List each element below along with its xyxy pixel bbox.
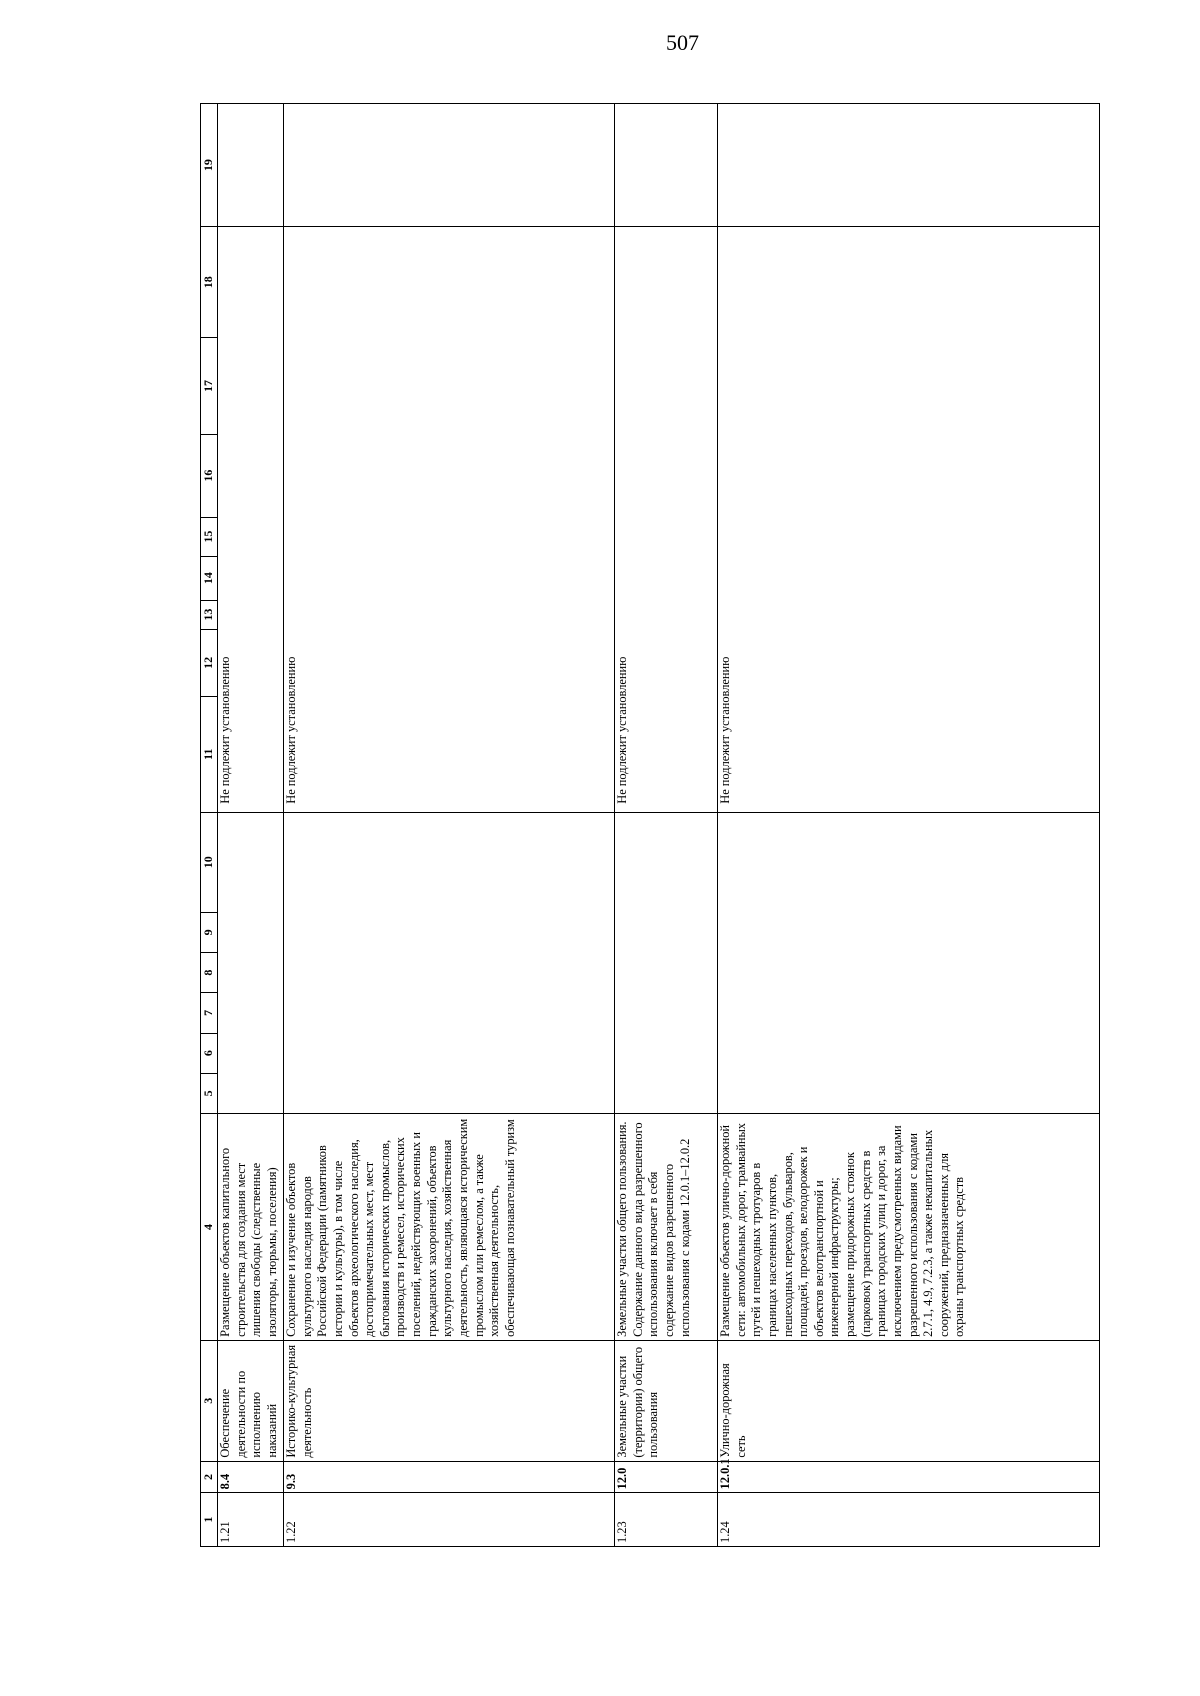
row-name: Земельные участки (территории) общего пользования bbox=[615, 1340, 718, 1461]
header-cell: 14 bbox=[201, 556, 218, 600]
row-blank bbox=[615, 812, 718, 1113]
table-row bbox=[218, 104, 284, 1547]
header-cell: 2 bbox=[201, 1461, 218, 1493]
header-cell: 6 bbox=[201, 1033, 218, 1073]
header-cell: 7 bbox=[201, 993, 218, 1033]
header-cell: 11 bbox=[201, 696, 218, 812]
row-code: 12.0.1 bbox=[718, 1461, 1100, 1493]
header-cell: 10 bbox=[201, 812, 218, 912]
header-cell: 1 bbox=[201, 1493, 218, 1547]
row-blank bbox=[218, 812, 284, 1113]
header-cell: 9 bbox=[201, 912, 218, 952]
header-cell: 15 bbox=[201, 517, 218, 556]
header-cell: 18 bbox=[201, 227, 218, 338]
row-blank bbox=[615, 104, 718, 227]
row-description: Земельные участки общего пользования. Содержание данного вида разрешенного использования включает в себя содержание видов разрешенного использования с кодами 12.0.1–12.0.2 bbox=[615, 1114, 718, 1341]
header-cell: 12 bbox=[201, 629, 218, 696]
header-cell: 3 bbox=[201, 1340, 218, 1461]
row-number: 1.22 bbox=[284, 1493, 615, 1547]
row-blank bbox=[718, 104, 1100, 227]
row-description: Размещение объектов капитального строительства для создания мест лишения свободы (следственные изоляторы, тюрьмы, поселения) bbox=[218, 1114, 284, 1341]
row-description: Размещение объектов улично-дорожной сети: автомобильных дорог, трамвайных путей и пешеходных тротуаров в границах населенных пунктов, пешеходных переходов, бульваров, площадей, проездов, велодорожек и объектов велотранспортной и инженерной инфраструктуры; размещение придорожных стоянок (парковок) транспортных средств в границах городских улиц и дорог, за исключением предусмотренных видами разрешенного использования с кодами 2.7.1, 4.9, 7.2.3, а также некапитальных сооружений, предназначенных для охраны транспортных средств bbox=[718, 1114, 1100, 1341]
row-blank bbox=[718, 812, 1100, 1113]
header-cell: 13 bbox=[201, 600, 218, 629]
row-name: Улично-дорожная сеть bbox=[718, 1340, 1100, 1461]
header-cell: 19 bbox=[201, 104, 218, 227]
row-note: Не подлежит установлению bbox=[218, 227, 284, 812]
table-row bbox=[284, 104, 615, 1547]
table-row bbox=[615, 104, 718, 1547]
row-note: Не подлежит установлению bbox=[718, 227, 1100, 812]
row-blank bbox=[284, 104, 615, 227]
row-number: 1.21 bbox=[218, 1493, 284, 1547]
row-number: 1.24 bbox=[718, 1493, 1100, 1547]
header-cell: 5 bbox=[201, 1073, 218, 1113]
row-number: 1.23 bbox=[615, 1493, 718, 1547]
header-cell: 8 bbox=[201, 953, 218, 993]
row-code: 8.4 bbox=[218, 1461, 284, 1493]
row-name: Обеспечение деятельности по исполнению наказаний bbox=[218, 1340, 284, 1461]
header-row bbox=[201, 104, 218, 1547]
row-description: Сохранение и изучение объектов культурного наследия народов Российской Федерации (памятников истории и культуры), в том числе объектов археологического наследия, достопримечательных мест, мест бытования исторических промыслов, производств и ремесел, исторических поселений, недействующих военных и гражданских захоронений, объектов культурного наследия, хозяйственная деятельность, являющаяся историческим промыслом или ремеслом, а также хозяйственная деятельность, обеспечивающая познавательный туризм bbox=[284, 1114, 615, 1341]
page-number: 507 bbox=[666, 30, 699, 55]
land-use-table bbox=[200, 103, 1100, 1547]
rotated-table-container bbox=[200, 103, 1100, 1547]
row-blank bbox=[284, 812, 615, 1113]
header-cell: 16 bbox=[201, 434, 218, 517]
row-blank bbox=[218, 104, 284, 227]
row-note: Не подлежит установлению bbox=[284, 227, 615, 812]
table-row bbox=[718, 104, 1100, 1547]
row-name: Историко-культурная деятельность bbox=[284, 1340, 615, 1461]
header-cell: 4 bbox=[201, 1114, 218, 1341]
row-code: 9.3 bbox=[284, 1461, 615, 1493]
row-code: 12.0 bbox=[615, 1461, 718, 1493]
header-cell: 17 bbox=[201, 338, 218, 434]
row-note: Не подлежит установлению bbox=[615, 227, 718, 812]
